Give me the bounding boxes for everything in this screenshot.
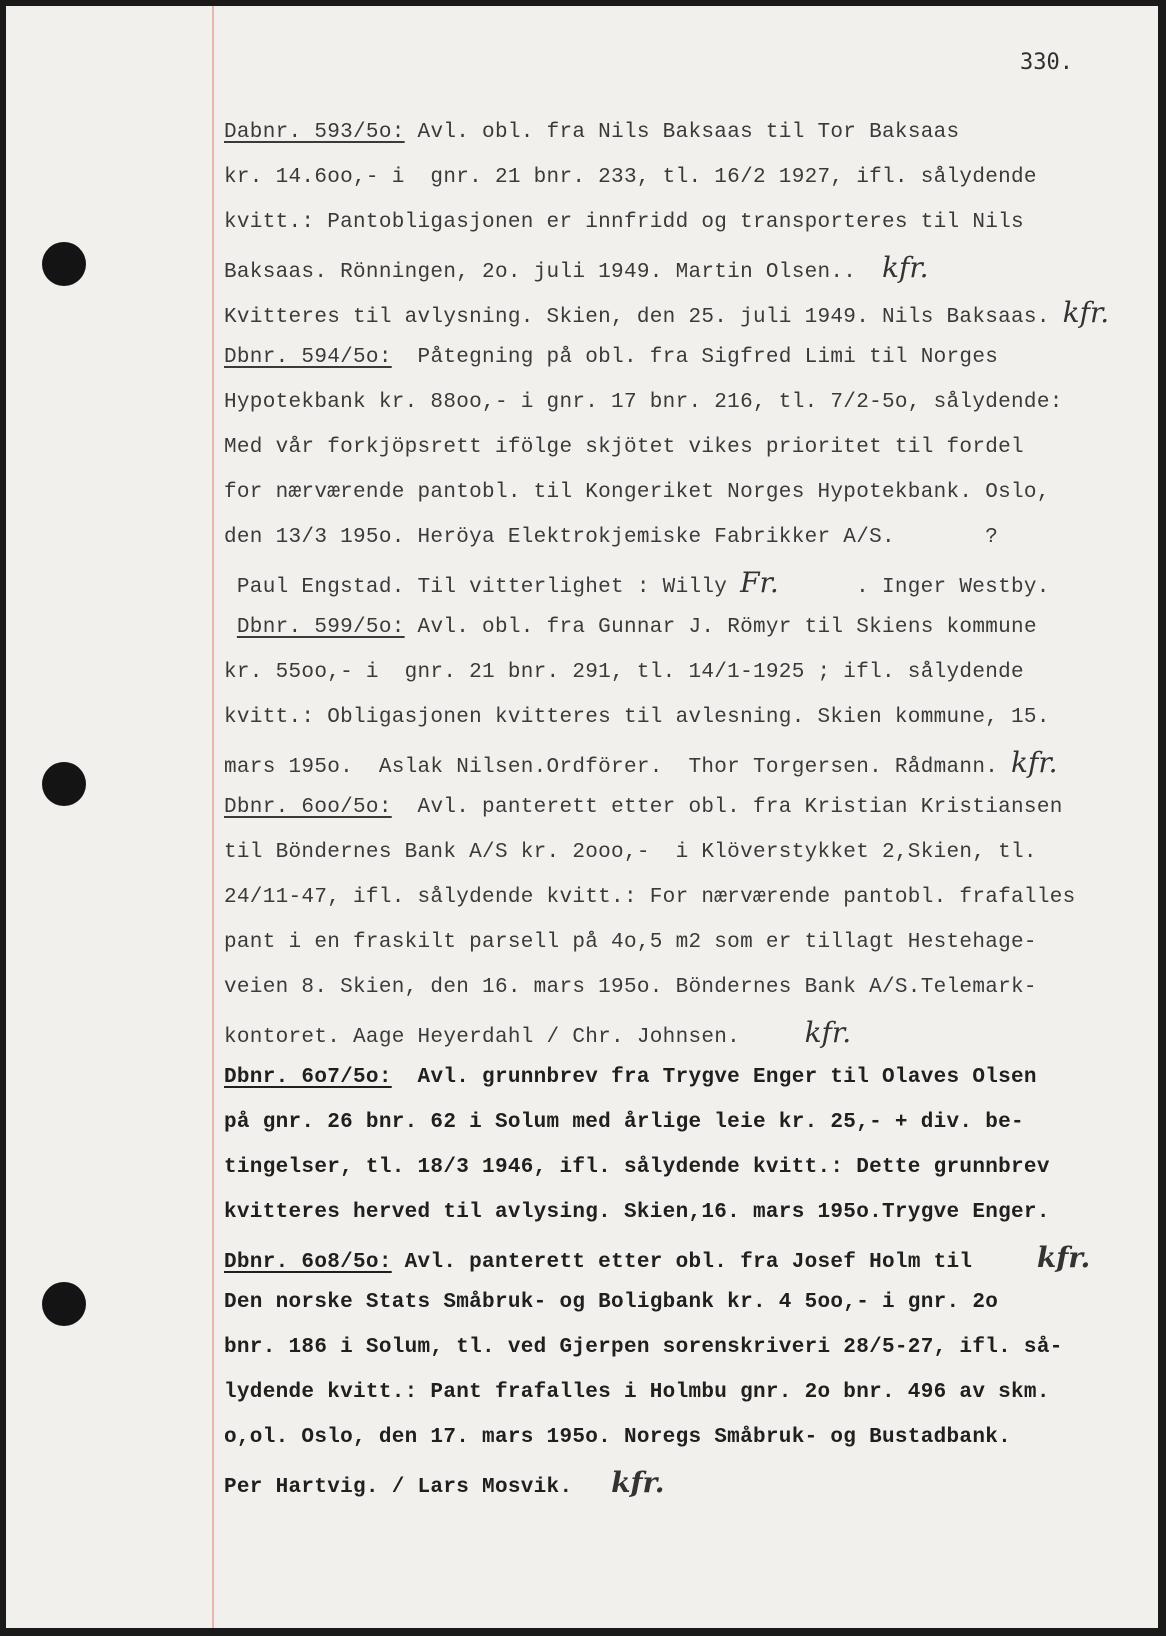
text-line <box>224 695 1124 740</box>
text-line <box>224 1145 1124 1190</box>
line-text: 24/11-47, ifl. sålydende kvitt.: For nærværende pantobl. frafalles <box>224 886 1076 909</box>
text-line <box>224 1460 1124 1505</box>
text-line <box>224 245 1124 290</box>
line-text: kvitt.: Pantobligasjonen er innfridd og transporteres til Nils <box>224 211 1024 234</box>
line-text: Paul Engstad. Til vitterlighet : Willy <box>224 576 741 599</box>
register-entry <box>224 335 1124 605</box>
line-text: bnr. 186 i Solum, tl. ved Gjerpen sorenskriveri 28/5-27, ifl. så- <box>224 1336 1063 1359</box>
line-text: veien 8. Skien, den 16. mars 195o. Böndernes Bank A/S.Telemark- <box>224 976 1037 999</box>
page-number: 330. <box>1020 50 1073 75</box>
text-line <box>224 785 1124 830</box>
register-entry <box>224 110 1124 335</box>
text-line <box>224 920 1124 965</box>
text-line <box>224 1055 1124 1100</box>
text-line <box>224 605 1124 650</box>
line-text: Avl. panterett etter obl. fra Josef Holm til <box>391 1251 1037 1274</box>
line-text: mars 195o. Aslak Nilsen.Ordförer. Thor Torgersen. Rådmann. <box>224 756 1012 779</box>
document-page <box>6 6 1158 1628</box>
line-text: kontoret. Aage Heyerdahl / Chr. Johnsen. <box>224 1026 805 1049</box>
handwritten-initials: kfr. <box>804 1016 852 1049</box>
text-line <box>224 1415 1124 1460</box>
text-line <box>224 1370 1124 1415</box>
line-text: Avl. obl. fra Nils Baksaas til Tor Baksaas <box>404 121 960 144</box>
entry-number: Dbnr. 6o8/5o: <box>224 1251 392 1274</box>
punch-hole <box>42 762 86 806</box>
text-line <box>224 650 1124 695</box>
text-line <box>224 875 1124 920</box>
text-line <box>224 380 1124 425</box>
handwritten-initials: Fr. <box>740 566 779 599</box>
line-text: Per Hartvig. / Lars Mosvik. <box>224 1476 612 1499</box>
text-line <box>224 740 1124 785</box>
text-line <box>224 1010 1124 1055</box>
handwritten-initials: kfr. <box>1062 296 1110 329</box>
text-line <box>224 1100 1124 1145</box>
line-text: kvitteres herved til avlysing. Skien,16. mars 195o.Trygve Enger. <box>224 1201 1050 1224</box>
text-line <box>224 1325 1124 1370</box>
text-line <box>224 515 1124 560</box>
line-text: o,ol. Oslo, den 17. mars 195o. Noregs Småbruk- og Bustadbank. <box>224 1426 1012 1449</box>
line-text: kr. 55oo,- i gnr. 21 bnr. 291, tl. 14/1-1925 ; ifl. sålydende <box>224 661 1024 684</box>
register-entry <box>224 785 1124 1055</box>
register-entry <box>224 1055 1124 1235</box>
handwritten-initials: kfr. <box>1011 746 1058 779</box>
text-line <box>224 965 1124 1010</box>
line-text: Avl. obl. fra Gunnar J. Römyr til Skiens kommune <box>404 616 1037 639</box>
text-line <box>224 470 1124 515</box>
line-text: Påtegning på obl. fra Sigfred Limi til Norges <box>391 346 999 369</box>
text-line <box>224 110 1124 155</box>
text-line <box>224 425 1124 470</box>
line-text: på gnr. 26 bnr. 62 i Solum med årlige leie kr. 25,- + div. be- <box>224 1111 1024 1134</box>
line-text: til Böndernes Bank A/S kr. 2ooo,- i Klöverstykket 2,Skien, tl. <box>224 841 1037 864</box>
text-line <box>224 830 1124 875</box>
line-text: for nærværende pantobl. til Kongeriket Norges Hypotekbank. Oslo, <box>224 481 1050 504</box>
line-text: tingelser, tl. 18/3 1946, ifl. sålydende kvitt.: Dette grunnbrev <box>224 1156 1050 1179</box>
punch-hole <box>42 242 86 286</box>
line-text: Baksaas. Rönningen, 2o. juli 1949. Martin Olsen.. <box>224 261 883 284</box>
margin-line <box>212 6 214 1628</box>
line-text: pant i en fraskilt parsell på 4o,5 m2 som er tillagt Hestehage- <box>224 931 1037 954</box>
line-text: kvitt.: Obligasjonen kvitteres til avlesning. Skien kommune, 15. <box>224 706 1050 729</box>
entry-number: Dbnr. 599/5o: <box>236 616 405 639</box>
text-line <box>224 200 1124 245</box>
line-text: Hypotekbank kr. 88oo,- i gnr. 17 bnr. 216, tl. 7/2-5o, sålydende: <box>224 391 1063 414</box>
text-line <box>224 335 1124 380</box>
text-line <box>224 560 1124 605</box>
line-text: Den norske Stats Småbruk- og Boligbank kr. 4 5oo,- i gnr. 2o <box>224 1291 999 1314</box>
entry-number: Dabnr. 593/5o: <box>224 121 405 144</box>
entry-number: Dbnr. 594/5o: <box>224 346 392 369</box>
text-line <box>224 1235 1124 1280</box>
handwritten-initials: kfr. <box>611 1466 665 1499</box>
line-text: Avl. panterett etter obl. fra Kristian Kristiansen <box>391 796 1063 819</box>
line-text: Avl. grunnbrev fra Trygve Enger til Olaves Olsen <box>391 1066 1037 1089</box>
line-text: lydende kvitt.: Pant frafalles i Holmbu gnr. 2o bnr. 496 av skm. <box>224 1381 1050 1404</box>
entry-number: Dbnr. 6o7/5o: <box>224 1066 392 1089</box>
register-entry <box>224 1235 1124 1505</box>
line-text: den 13/3 195o. Heröya Elektrokjemiske Fabrikker A/S. ? <box>224 526 999 549</box>
document-body <box>224 110 1124 1505</box>
text-line <box>224 290 1124 335</box>
text-line <box>224 155 1124 200</box>
punch-hole <box>42 1282 86 1326</box>
line-text: Med vår forkjöpsrett ifölge skjötet vikes prioritet til fordel <box>224 436 1024 459</box>
handwritten-initials: kfr. <box>882 251 929 284</box>
line-text: . Inger Westby. <box>778 576 1050 599</box>
entry-number: Dbnr. 6oo/5o: <box>224 796 392 819</box>
line-text: Kvitteres til avlysning. Skien, den 25. juli 1949. Nils Baksaas. <box>224 306 1063 329</box>
handwritten-initials: kfr. <box>1036 1241 1091 1274</box>
text-line <box>224 1190 1124 1235</box>
text-line <box>224 1280 1124 1325</box>
register-entry <box>224 605 1124 785</box>
line-indent <box>224 616 237 639</box>
line-text: kr. 14.6oo,- i gnr. 21 bnr. 233, tl. 16/2 1927, ifl. sålydende <box>224 166 1037 189</box>
